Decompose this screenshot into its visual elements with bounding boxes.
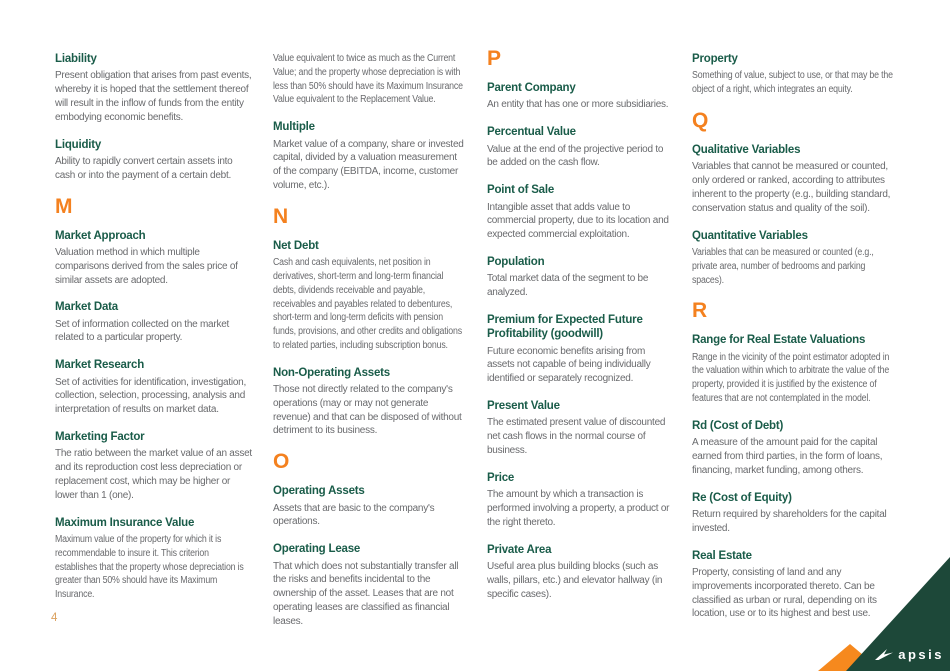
- glossary-entry: [55, 430, 252, 503]
- section-letter: R: [692, 299, 708, 323]
- section-letter: N: [273, 204, 289, 228]
- section-letter: Q: [692, 108, 709, 132]
- term-title: Price: [487, 471, 515, 484]
- term-definition: Present obligation that arises from past events, whereby it is hoped that the settlement thereof will result in the inflow of funds from the entity embodying economic benefits.: [55, 70, 252, 123]
- term-definition: Ability to rapidly convert certain assets into cash or into the payment of a certain debt.: [55, 155, 233, 181]
- term-definition: Those not directly related to the company's operations (may or may not generate revenue) and that can be disposed of without detriment to its business.: [273, 384, 462, 437]
- term-definition: Variables that can be measured or counted (e.g., private area, number of bedrooms and parking spaces).: [692, 246, 874, 286]
- term-title: Premium for Expected Future Profitability (goodwill): [487, 313, 643, 341]
- glossary-entry: [692, 333, 898, 406]
- glossary-entry: [55, 358, 252, 417]
- logo-text: apsis: [898, 647, 944, 662]
- term-definition: Set of activities for identification, investigation, collection, selection, processing, analysis and interpretation of results on market data.: [55, 376, 246, 416]
- term-title: Property: [692, 53, 738, 65]
- glossary-entry: [55, 300, 252, 345]
- term-definition: Something of value, subject to use, or that may be the object of a right, which integrates an equity.: [692, 70, 893, 96]
- glossary-entry: [692, 229, 898, 288]
- term-title: Multiple: [273, 121, 315, 134]
- term-title: Percentual Value: [487, 126, 576, 139]
- term-definition: Market value of a company, share or invested capital, divided by a valuation measurement of the company (EBITDA, income, customer volume, etc.).: [273, 138, 464, 191]
- term-definition: Set of information collected on the market related to a particular property.: [55, 318, 230, 344]
- term-definition: Range in the vicinity of the point estimator adopted in the valuation within which to arbitrate the value of the property, provided it is justified by the existence of features that are not contemplated in the model.: [692, 351, 890, 405]
- glossary-column: [55, 52, 252, 615]
- glossary-entry: [273, 239, 466, 353]
- term-definition: Value at the end of the projective period to be added on the cash flow.: [487, 143, 664, 169]
- term-title: Liability: [55, 53, 97, 65]
- term-definition: The amount by which a transaction is performed involving a property, a product or the right thereto.: [487, 489, 670, 528]
- glossary-entry: [487, 125, 671, 170]
- glossary-entry: [55, 229, 252, 288]
- term-title: Population: [487, 255, 545, 268]
- term-definition: Total market data of the segment to be analyzed.: [487, 273, 649, 299]
- glossary-entry: [692, 143, 898, 216]
- term-definition: Value equivalent to twice as much as the Current Value; and the property whose depreciation is with less than 50% should have its Maximum Insurance Value equivalent to the Replacement Value.: [273, 53, 463, 106]
- term-title: Net Debt: [273, 239, 319, 252]
- term-definition: Cash and cash equivalents, net position in derivatives, short-term and long-term financial debts, dividends receivable and payable, receivables and payables related to debentures, short-term and long-term deficits with pension funds, provisions, and other credits and obligations to related parties, including subscription bonus.: [273, 257, 462, 351]
- glossary-entry: [55, 138, 252, 183]
- term-title: Market Data: [55, 301, 118, 314]
- term-definition: That which does not substantially transfer all the risks and benefits incidental to the ownership of the asset. Leases that are not operating leases are classified as financial leases.: [273, 560, 459, 627]
- glossary-entry: [692, 549, 898, 622]
- bird-icon: [874, 648, 894, 661]
- glossary-entry: [487, 313, 671, 386]
- glossary-columns: [55, 47, 898, 642]
- glossary-entry: [487, 255, 671, 300]
- glossary-entry: [487, 81, 671, 112]
- glossary-entry: [273, 120, 466, 193]
- term-definition: Intangible asset that adds value to commercial property, due to its location and expected commercial exploitation.: [487, 201, 669, 241]
- term-title: Rd (Cost of Debt): [692, 419, 784, 432]
- term-definition: The ratio between the market value of an asset and its reproduction cost less depreciation or replacement cost, which may be higher or lower than 1 (one).: [55, 448, 252, 501]
- term-definition: Maximum value of the property for which it is recommendable to insure it. This criterion establishes that the property whose depreciation is greater than 50% should have its Maximum Insurance.: [55, 533, 244, 601]
- term-title: Liquidity: [55, 138, 102, 151]
- section-letter: O: [273, 450, 290, 474]
- glossary-column: [273, 52, 466, 642]
- term-title: Qualitative Variables: [692, 143, 801, 156]
- term-title: Real Estate: [692, 549, 752, 562]
- page-number: 4: [51, 612, 58, 624]
- apsis-logo: [874, 647, 944, 662]
- term-definition: A measure of the amount paid for the capital earned from third parties, in the form of loans, financing, market funding, among others.: [692, 437, 883, 476]
- term-title: Range for Real Estate Valuations: [692, 334, 866, 347]
- term-definition: The estimated present value of discounted net cash flows in the normal course of business.: [487, 417, 666, 456]
- term-title: Marketing Factor: [55, 431, 145, 444]
- glossary-entry: [692, 419, 898, 478]
- term-title: Non-Operating Assets: [273, 366, 390, 379]
- section-letter: M: [55, 194, 73, 218]
- term-title: Market Research: [55, 359, 145, 372]
- term-definition: Property, consisting of land and any improvements incorporated thereto. Can be classified as urban or rural, depending on its location, use or to its highest and best use.: [692, 566, 877, 620]
- term-definition: Variables that cannot be measured or counted, only ordered or ranked, according to attributes inherent to the property (e.g., building standard, conservation status and quality of the soil).: [692, 161, 891, 214]
- glossary-entry: [487, 471, 671, 530]
- glossary-entry: [273, 366, 466, 439]
- glossary-entry: [55, 516, 252, 602]
- term-title: Re (Cost of Equity): [692, 491, 792, 504]
- term-title: Maximum Insurance Value: [55, 516, 195, 529]
- term-title: Quantitative Variables: [692, 229, 808, 242]
- glossary-entry: [273, 52, 466, 107]
- glossary-entry: [487, 183, 671, 242]
- term-title: Operating Assets: [273, 485, 365, 498]
- glossary-entry: [487, 399, 671, 458]
- term-definition: Assets that are basic to the company's operations.: [273, 502, 435, 528]
- section-letter: P: [487, 47, 502, 70]
- term-definition: Future economic benefits arising from assets not capable of being individually identified or separately recognized.: [487, 345, 651, 385]
- glossary-entry: [692, 491, 898, 536]
- glossary-entry: [487, 543, 671, 602]
- term-definition: Useful area plus building blocks (such as walls, pillars, etc.) and elevator hallway (in specific cases).: [487, 560, 663, 600]
- term-title: Parent Company: [487, 82, 576, 94]
- term-title: Present Value: [487, 400, 560, 413]
- term-title: Point of Sale: [487, 184, 555, 197]
- glossary-entry: [273, 542, 466, 628]
- term-definition: Valuation method in which multiple comparisons derived from the sales price of similar assets are adopted.: [55, 246, 238, 286]
- term-title: Operating Lease: [273, 543, 361, 556]
- glossary-column: [487, 47, 671, 614]
- term-title: Market Approach: [55, 229, 146, 242]
- glossary-entry: [273, 484, 466, 529]
- glossary-entry: [692, 52, 898, 97]
- term-definition: An entity that has one or more subsidiaries.: [487, 99, 669, 111]
- term-definition: Return required by shareholders for the capital invested.: [692, 509, 887, 534]
- term-title: Private Area: [487, 543, 552, 556]
- glossary-column: [692, 52, 898, 634]
- glossary-entry: [55, 52, 252, 125]
